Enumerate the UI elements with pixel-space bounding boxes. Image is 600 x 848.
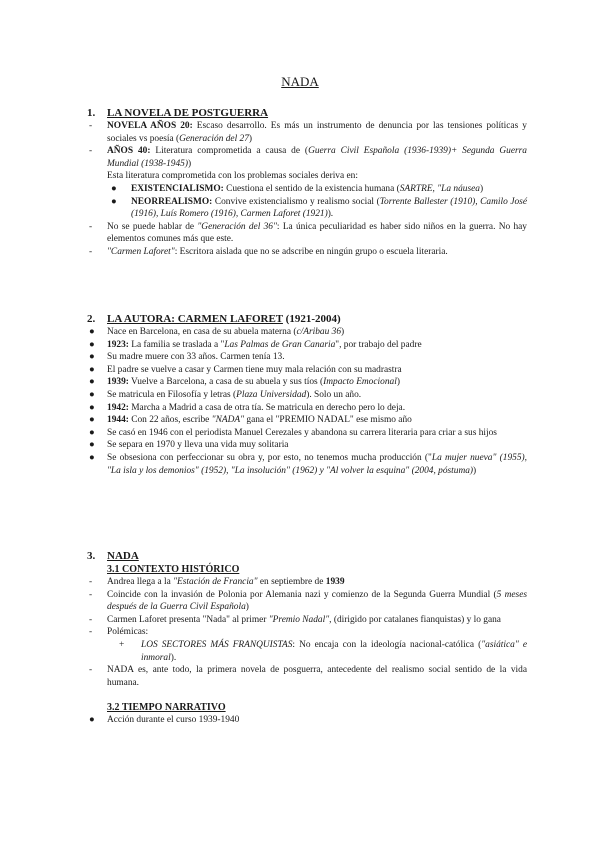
list-item: [87, 221, 527, 246]
item-text: Andrea llega a la: [107, 577, 174, 587]
item-italic: La mujer nueva" (1955), "La isla y los demonios" (1952), "La insolución" (1962) y "Al volver la esquina" (2004, póstuma): [107, 452, 527, 476]
item-note: Esta literatura comprometida con los problemas sociales deriva en:: [107, 171, 358, 182]
item-italic: "Carmen Laforet": [107, 246, 175, 257]
item-label: 1923:: [107, 339, 129, 350]
sub-plus-item: [117, 639, 527, 664]
bullet-marker: ●: [89, 352, 95, 363]
plus-marker: +: [119, 639, 125, 650]
item-text-end: ", por trabajo del padre: [335, 339, 422, 350]
item-text: : No encaja con la ideología nacional-católica (: [292, 639, 482, 650]
bullet-marker: ●: [89, 415, 95, 426]
item-text: Marcha a Madrid a casa de otra tía. Se matricula en derecho pero lo deja.: [128, 402, 406, 413]
bullet-marker: ●: [89, 402, 95, 413]
item-italic: Generación del 27: [179, 133, 249, 144]
item-italic: SARTRE, "La náusea: [399, 183, 480, 194]
item-text: Se separa en 1970 y lleva una vida muy solitaria: [107, 440, 289, 451]
item-text: Se obsesiona con perfeccionar su obra y, por esto, no tenemos mucha producción (": [107, 452, 432, 463]
sub-bullet-item: [109, 196, 527, 221]
subsection-title: 3.1 CONTEXTO HISTÓRICO: [107, 564, 240, 575]
dash-marker: -: [89, 121, 93, 131]
list-item: [87, 576, 527, 589]
bullet-marker: ●: [89, 427, 95, 438]
item-italic: "Estación de Francia": [173, 577, 258, 587]
section-heading: [87, 312, 527, 326]
list-item: [87, 145, 527, 170]
list-item: [87, 402, 527, 415]
list-item: [87, 427, 527, 440]
item-text-end: gana el "PREMIO NADAL" ese mismo año: [244, 415, 412, 426]
section-number: 3.: [87, 550, 96, 562]
list-item: [87, 614, 527, 627]
bullet-marker: ●: [89, 452, 95, 463]
sub-bullet-item: [109, 183, 527, 196]
dash-marker: -: [89, 246, 93, 257]
list-item: [87, 364, 527, 377]
item-text-end: : La única peculiaridad es haber sido niños en la guerra. No hay elementos comunes más que este.: [107, 221, 527, 245]
list-item: [87, 589, 527, 614]
bullet-marker: ●: [89, 377, 95, 388]
dash-marker: -: [89, 577, 93, 587]
item-text: Literatura comprometida a causa de (: [150, 146, 309, 157]
section-heading: [87, 106, 527, 120]
item-italic: c/Aribau 36: [296, 327, 342, 337]
list-item: [87, 351, 527, 364]
item-label: EXISTENCIALISMO:: [131, 183, 224, 194]
item-text: Escaso desarrollo. Es más un instrumento de denuncia por las tensiones políticas y sociales vs poesía (: [107, 121, 527, 144]
list-item: [87, 452, 527, 477]
item-text-end: ): [245, 602, 249, 613]
bullet-marker: ●: [89, 715, 95, 726]
list-item: [87, 414, 527, 427]
bullet-marker: ●: [89, 364, 95, 375]
item-italic: "asiática" e inmoral: [141, 639, 527, 663]
item-text: Su madre muere con 33 años. Carmen tenía 13.: [107, 352, 285, 363]
section-years: (1921-2004): [282, 313, 341, 325]
item-text: NADA es, ante todo, la primera novela de posguerra, antecedente del realismo social sentido de la vida humana.: [107, 665, 527, 688]
bullet-marker: ●: [111, 183, 117, 194]
item-italic: "Generación del 36": [197, 221, 277, 232]
bullet-marker: ●: [111, 196, 117, 207]
subsection-title: 3.2 TIEMPO NARRATIVO: [107, 702, 226, 714]
section-heading: [87, 549, 527, 563]
item-text: Con 22 años, escribe: [128, 415, 212, 426]
item-text: Coincide con la invasión de Polonia por Alemania nazi y comienzo de la Segunda Guerra Mundial (: [107, 589, 497, 600]
item-italic: Torrente Ballester (1910), Camilo José (1916), Luís Romero (1916), Carmen Laforet (1921): [131, 196, 527, 220]
section-title: LA NOVELA DE POSTGUERRA: [107, 107, 269, 119]
item-text-end: ): [479, 183, 484, 194]
item-text: El padre se vuelve a casar y Carmen tiene muy mala relación con su madrastra: [107, 364, 402, 375]
item-italic: "Premio Nadal": [268, 614, 330, 625]
section-autora: [87, 312, 527, 477]
item-text: Vuelve a Barcelona, a casa de su abuela y sus tíos (: [128, 377, 324, 388]
section-title: NADA: [107, 550, 139, 562]
item-italic: Impacto Emocional: [323, 377, 397, 388]
item-italic: 5 meses después de la Guerra Civil Española: [107, 589, 527, 613]
item-label: 1944:: [107, 415, 129, 426]
item-text-end: ).: [170, 652, 177, 663]
list-item: [87, 326, 527, 339]
item-text-end: ): [248, 133, 253, 144]
document-title: NADA: [281, 74, 319, 89]
list-item: [87, 664, 527, 689]
item-italic: Guerra Civil Española (1936-1939)+ Segunda Guerra Mundial (1938-1945): [107, 146, 527, 169]
item-text-end: : Escritora aislada que no se adscribe en ningún grupo o escuela literaria.: [174, 246, 448, 257]
bullet-marker: ●: [89, 327, 95, 337]
item-label: 1942:: [107, 402, 129, 413]
item-bold: 1939: [325, 577, 345, 587]
list-item: [87, 389, 527, 402]
dash-marker: -: [89, 146, 93, 157]
dash-marker: -: [89, 665, 93, 676]
item-text: Se matricula en Filosofía y letras (: [107, 389, 237, 400]
bullet-marker: ●: [89, 389, 95, 400]
list-item: [87, 246, 527, 259]
item-text: Cuestiona el sentido de la existencia humana (: [223, 183, 400, 194]
list-item: [87, 439, 527, 452]
section-title: LA AUTORA: CARMEN LAFORET: [107, 313, 283, 325]
list-item: [87, 339, 527, 352]
item-label: NOVELA AÑOS 20:: [107, 121, 193, 131]
section-nada: [87, 549, 527, 727]
item-label: AÑOS 40:: [107, 146, 151, 157]
item-text: No se puede hablar de: [107, 221, 198, 232]
item-text-end: ).: [327, 209, 334, 220]
item-text-end: ): [187, 158, 192, 169]
section-number: 2.: [87, 313, 96, 325]
list-item: [87, 376, 527, 389]
list-item: [87, 714, 527, 727]
item-text: Nace en Barcelona, en casa de su abuela materna (: [107, 327, 297, 337]
dash-marker: -: [89, 221, 93, 232]
item-text-end: ): [341, 327, 345, 337]
section-number: 1.: [87, 107, 96, 119]
item-text: La familia se traslada a ": [128, 339, 225, 350]
item-text: Acción durante el curso 1939-1940: [107, 715, 240, 726]
item-italic: Plaza Universidad: [236, 389, 307, 400]
list-item: [87, 626, 527, 639]
dash-marker: -: [89, 614, 93, 625]
bullet-marker: ●: [89, 440, 95, 451]
item-text: Polémicas:: [107, 627, 149, 638]
autora-list: [87, 326, 527, 477]
item-italic: "NADA": [211, 415, 245, 426]
dash-marker: -: [89, 589, 93, 600]
section-postguerra: [87, 106, 527, 259]
item-italic: LOS SECTORES MÁS FRANQUISTAS: [141, 639, 293, 650]
item-text-end: ). Solo un año.: [306, 389, 362, 400]
list-item: [87, 120, 527, 145]
bullet-marker: ●: [89, 339, 95, 350]
dash-marker: -: [89, 627, 93, 638]
item-text-end: ): [396, 377, 400, 388]
item-text-end: ): [473, 465, 477, 476]
item-italic: Las Palmas de Gran Canaria: [224, 339, 336, 350]
item-text-end: , (dirigido por catalanes fianquistas) y lo gana: [329, 614, 501, 625]
item-text: Se casó en 1946 con el periodista Manuel Cerezales y abandona su carrera literaria para criar a sus hijos: [107, 427, 497, 438]
item-label: NEORREALISMO:: [131, 196, 213, 207]
item-text: Carmen Laforet presenta "Nada" al primer: [107, 614, 269, 625]
item-text-mid: en septiembre de: [257, 577, 326, 587]
item-text: Convive existencialismo y realismo social (: [212, 196, 380, 207]
item-label: 1939:: [107, 377, 129, 388]
